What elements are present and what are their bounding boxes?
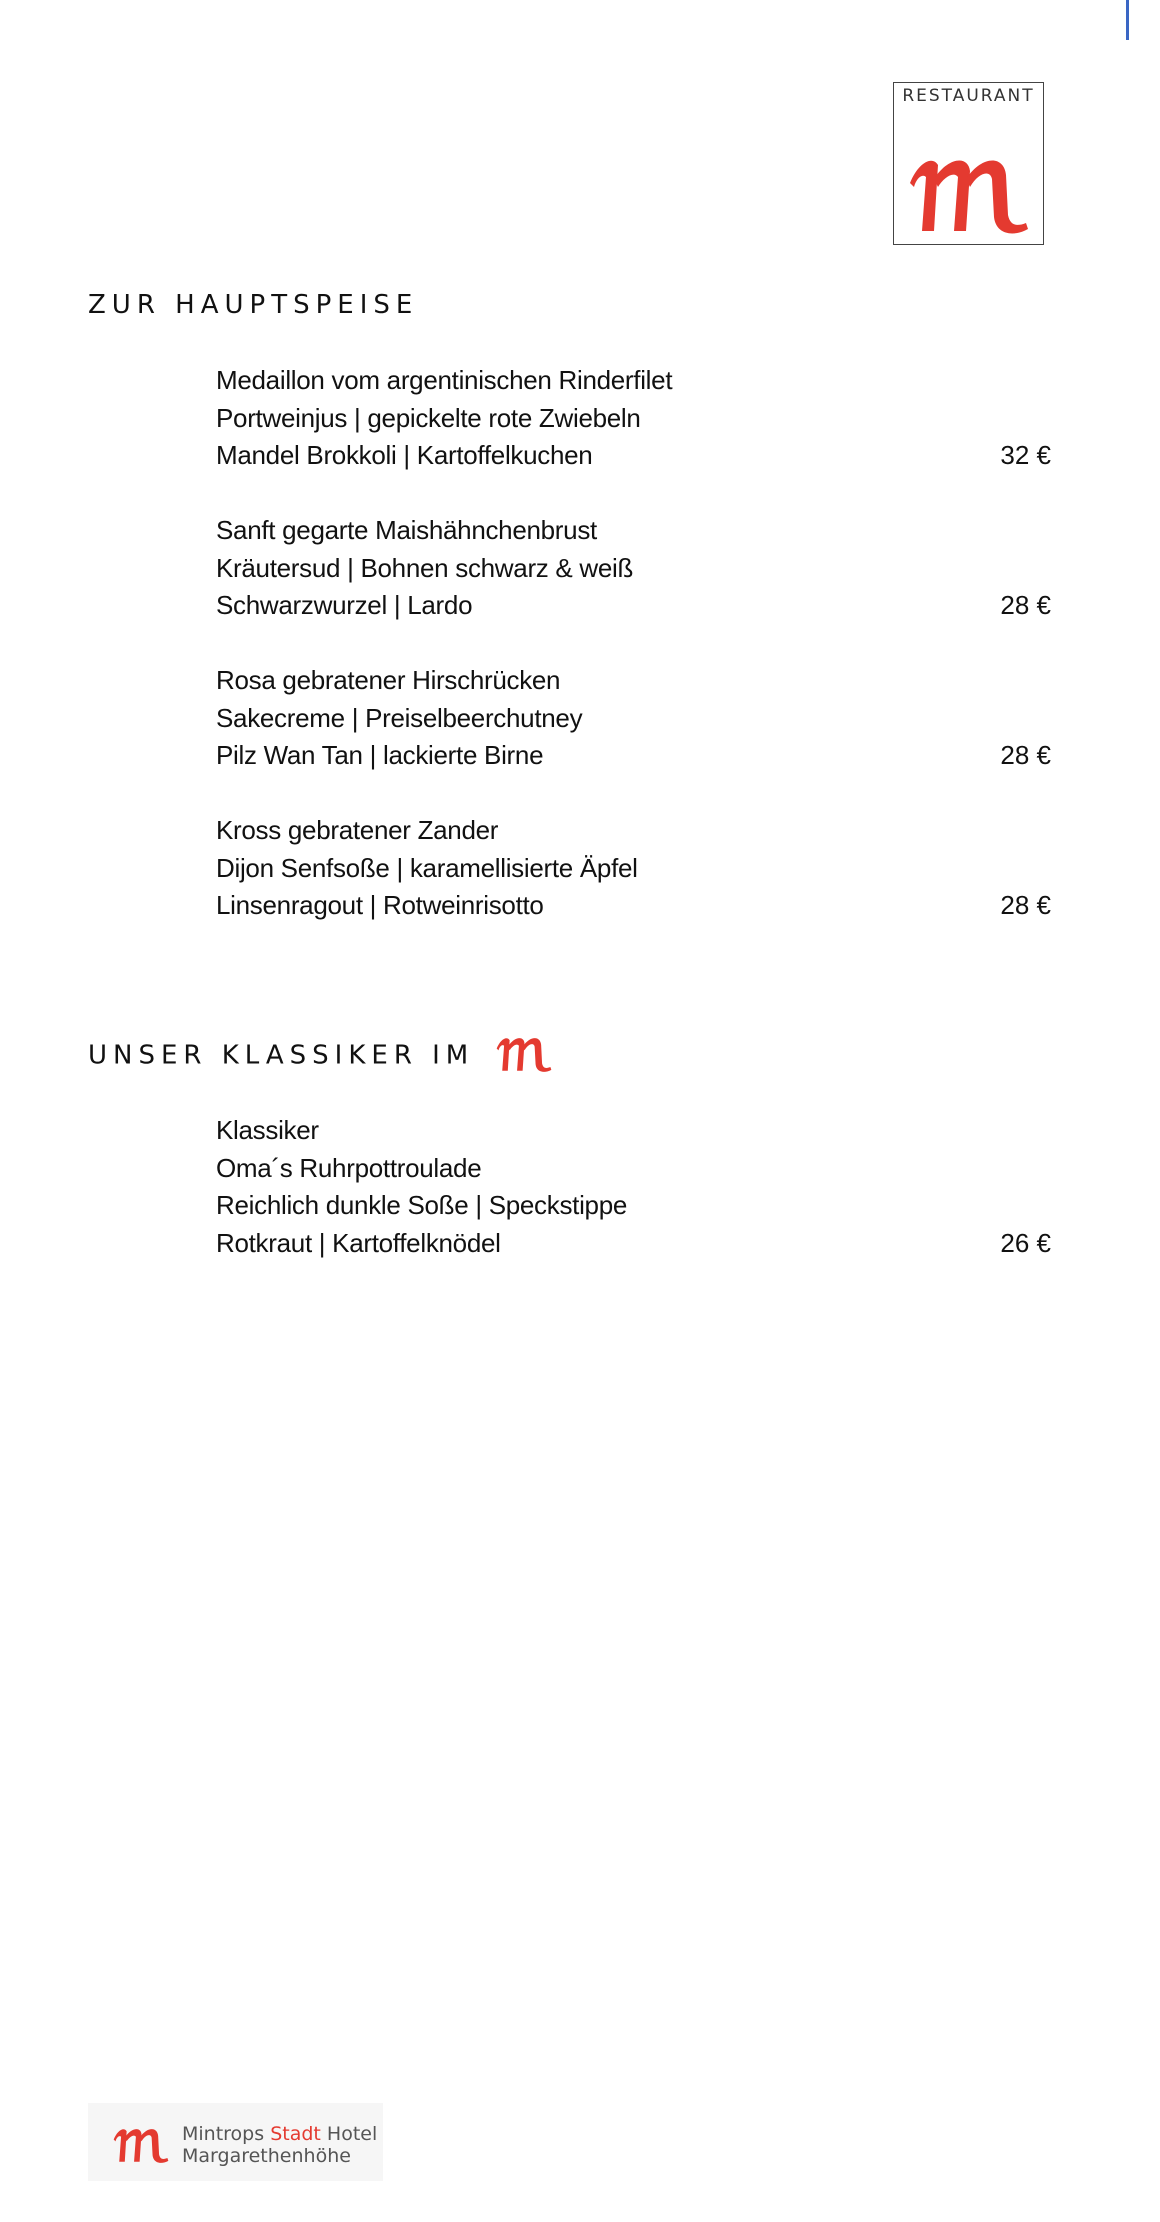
hotel-name-part: Mintrops (182, 2123, 265, 2145)
dish-line: Rosa gebratener Hirschrücken (216, 665, 561, 695)
hotel-logo (88, 2103, 383, 2181)
dish-line: Klassiker (216, 1115, 319, 1145)
dish-beef-medallion (216, 362, 1051, 475)
section-title-main-course: ZUR HAUPTSPEISE (88, 290, 419, 320)
dish-line: Sakecreme | Preiselbeerchutney (216, 702, 583, 733)
section-title-text: UNSER KLASSIKER IM (88, 1040, 475, 1071)
dish-line: Sanft gegarte Maishähnchenbrust (216, 515, 597, 545)
page-edge-rule (1126, 0, 1129, 40)
m-logo-icon (493, 1030, 555, 1074)
dish-line: Reichlich dunkle Soße | Speckstippe (216, 1190, 628, 1220)
dish-price: 28 € (1000, 740, 1051, 770)
hotel-name-part: Hotel (326, 2123, 378, 2145)
hotel-name-line1 (182, 2123, 377, 2145)
dish-line: Portweinjus | gepickelte rote Zwiebeln (216, 402, 641, 433)
dish-line: Kräutersud | Bohnen schwarz & weiß (216, 552, 634, 583)
dish-line: Kross gebratener Zander (216, 815, 499, 845)
hotel-name (182, 2123, 377, 2167)
dish-price: 28 € (1000, 890, 1051, 920)
dish-line: Rotkraut | Kartoffelknödel (216, 1227, 501, 1258)
dish-line: Oma´s Ruhrpottroulade (216, 1152, 482, 1183)
dish-line: Linsenragout | Rotweinrisotto (216, 890, 544, 920)
dish-line: Dijon Senfsoße | karamellisierte Äpfel (216, 852, 638, 883)
dish-zander (216, 812, 1051, 925)
restaurant-logo (893, 82, 1044, 245)
dish-price: 32 € (1000, 440, 1051, 470)
m-logo-icon (904, 143, 1034, 238)
dish-corn-chicken (216, 512, 1051, 625)
dish-line: Mandel Brokkoli | Kartoffelkuchen (216, 440, 593, 470)
dish-venison (216, 662, 1051, 775)
dish-line: Medaillon vom argentinischen Rinderfilet (216, 365, 673, 395)
dish-line: Pilz Wan Tan | lackierte Birne (216, 740, 544, 770)
dish-line: Schwarzwurzel | Lardo (216, 590, 473, 620)
m-logo-icon (110, 2121, 172, 2165)
logo-wordmark: RESTAURANT (902, 86, 1035, 106)
dish-price: 26 € (1000, 1227, 1051, 1258)
dish-roulade (216, 1112, 1051, 1262)
section-title-classic (88, 1038, 555, 1074)
hotel-name-line2: Margarethenhöhe (182, 2145, 351, 2167)
dish-price: 28 € (1000, 590, 1051, 620)
hotel-name-part-accent: Stadt (270, 2123, 321, 2145)
